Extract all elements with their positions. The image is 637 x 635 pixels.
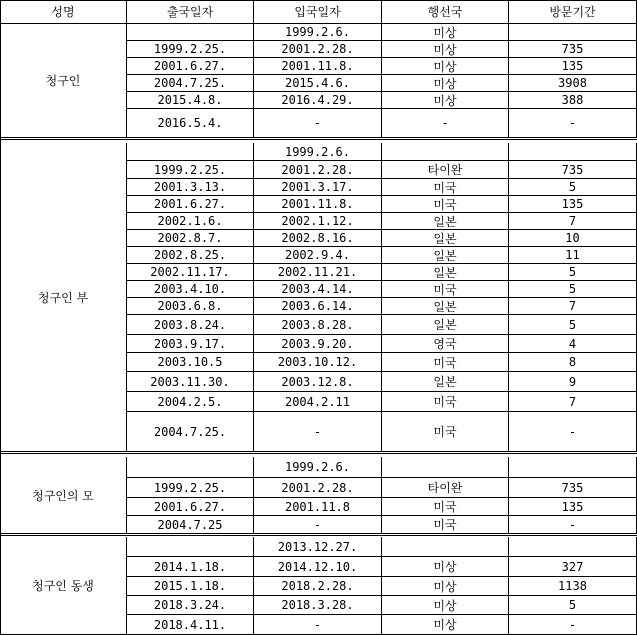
destination-country: 일본 <box>382 247 509 264</box>
destination-country <box>382 537 509 557</box>
arrival-date: 2003.10.12. <box>254 353 382 372</box>
header-name: 성명 <box>0 0 127 24</box>
visit-duration <box>509 24 637 41</box>
departure-date: 2002.11.17. <box>127 264 254 281</box>
visit-duration: 7 <box>509 298 637 315</box>
departure-date: 2016.5.4. <box>127 109 254 138</box>
person-name-cell: 청구인 <box>0 24 127 138</box>
departure-date: 1999.2.25. <box>127 478 254 498</box>
destination-country: 일본 <box>382 372 509 392</box>
departure-date: 2001.3.13. <box>127 179 254 196</box>
departure-date: 1999.2.25. <box>127 161 254 179</box>
arrival-date: 2003.9.20. <box>254 335 382 353</box>
arrival-date: 2003.12.8. <box>254 372 382 392</box>
visit-duration: 5 <box>509 596 637 615</box>
arrival-date: 2014.12.10. <box>254 557 382 577</box>
arrival-date: 1999.2.6. <box>254 24 382 41</box>
arrival-date: 2001.11.8 <box>254 498 382 516</box>
arrival-date: 2015.4.6. <box>254 75 382 92</box>
person-name-cell: 청구인 동생 <box>0 537 127 635</box>
destination-country <box>382 457 509 478</box>
visit-duration: 8 <box>509 353 637 372</box>
destination-country: 영국 <box>382 335 509 353</box>
departure-date: 2004.7.25. <box>127 412 254 452</box>
group-separator <box>0 451 637 454</box>
visit-duration <box>509 537 637 557</box>
destination-country <box>382 143 509 161</box>
departure-date: 2015.1.18. <box>127 577 254 596</box>
destination-country: 미국 <box>382 392 509 412</box>
departure-date: 2018.3.24. <box>127 596 254 615</box>
visit-duration: 327 <box>509 557 637 577</box>
header-arrival: 입국일자 <box>254 0 382 24</box>
visit-duration: 4 <box>509 335 637 353</box>
destination-country: 미상 <box>382 75 509 92</box>
arrival-date: 2002.1.12. <box>254 213 382 230</box>
departure-date: 2003.8.24. <box>127 315 254 335</box>
arrival-date: - <box>254 109 382 138</box>
arrival-date: 2002.8.16. <box>254 230 382 247</box>
header-duration: 방문기간 <box>509 0 637 24</box>
arrival-date: 2018.2.28. <box>254 577 382 596</box>
departure-date: 2015.4.8. <box>127 92 254 109</box>
departure-date: 2003.4.10. <box>127 281 254 298</box>
departure-date: 2002.8.7. <box>127 230 254 247</box>
arrival-date: 2002.9.4. <box>254 247 382 264</box>
visit-duration: 5 <box>509 281 637 298</box>
departure-date: 2003.10.5 <box>127 353 254 372</box>
visit-duration: 735 <box>509 478 637 498</box>
visit-duration: 135 <box>509 58 637 75</box>
departure-date: 2004.7.25 <box>127 516 254 534</box>
arrival-date: 2001.2.28. <box>254 41 382 58</box>
destination-country: 미상 <box>382 615 509 635</box>
visit-duration: 7 <box>509 213 637 230</box>
destination-country: - <box>382 109 509 138</box>
header-destination: 행선국 <box>382 0 509 24</box>
departure-date <box>127 457 254 478</box>
visit-duration: - <box>509 516 637 534</box>
departure-date: 2004.7.25. <box>127 75 254 92</box>
arrival-date: 2004.2.11 <box>254 392 382 412</box>
arrival-date: 2003.6.14. <box>254 298 382 315</box>
arrival-date: 2018.3.28. <box>254 596 382 615</box>
departure-date: 2004.2.5. <box>127 392 254 412</box>
arrival-date: 2001.3.17. <box>254 179 382 196</box>
arrival-date: 1999.2.6. <box>254 457 382 478</box>
destination-country: 미국 <box>382 281 509 298</box>
departure-date: 2003.11.30. <box>127 372 254 392</box>
departure-date: 2001.6.27. <box>127 196 254 213</box>
visit-duration: 5 <box>509 264 637 281</box>
destination-country: 일본 <box>382 213 509 230</box>
destination-country: 미국 <box>382 196 509 213</box>
departure-date: 2001.6.27. <box>127 58 254 75</box>
visit-duration: 7 <box>509 392 637 412</box>
visit-duration <box>509 143 637 161</box>
destination-country: 미상 <box>382 24 509 41</box>
destination-country: 미국 <box>382 353 509 372</box>
visit-duration: 10 <box>509 230 637 247</box>
visit-duration: 1138 <box>509 577 637 596</box>
arrival-date: 2003.4.14. <box>254 281 382 298</box>
departure-date: 2003.9.17. <box>127 335 254 353</box>
destination-country: 일본 <box>382 230 509 247</box>
destination-country: 미상 <box>382 92 509 109</box>
person-name-cell: 청구인 부 <box>0 143 127 452</box>
departure-date: 2001.6.27. <box>127 498 254 516</box>
destination-country: 타이완 <box>382 478 509 498</box>
visit-duration: - <box>509 615 637 635</box>
destination-country: 미상 <box>382 577 509 596</box>
arrival-date: 2016.4.29. <box>254 92 382 109</box>
arrival-date: 2001.2.28. <box>254 161 382 179</box>
visit-duration: 3908 <box>509 75 637 92</box>
destination-country: 미국 <box>382 498 509 516</box>
arrival-date: - <box>254 615 382 635</box>
departure-date: 2003.6.8. <box>127 298 254 315</box>
destination-country: 일본 <box>382 264 509 281</box>
visit-duration: 5 <box>509 315 637 335</box>
departure-date <box>127 537 254 557</box>
destination-country: 미국 <box>382 516 509 534</box>
destination-country: 미상 <box>382 596 509 615</box>
visit-duration: 9 <box>509 372 637 392</box>
destination-country: 미상 <box>382 557 509 577</box>
arrival-date: - <box>254 516 382 534</box>
destination-country: 일본 <box>382 315 509 335</box>
visit-duration: 11 <box>509 247 637 264</box>
visit-duration: 135 <box>509 196 637 213</box>
arrival-date: 2001.11.8. <box>254 196 382 213</box>
person-name-cell: 청구인의 모 <box>0 457 127 534</box>
departure-date: 2002.1.6. <box>127 213 254 230</box>
destination-country: 미국 <box>382 179 509 196</box>
visit-duration: 388 <box>509 92 637 109</box>
arrival-date: 2003.8.28. <box>254 315 382 335</box>
group-separator <box>0 137 637 140</box>
departure-date: 2018.4.11. <box>127 615 254 635</box>
visit-duration: 5 <box>509 179 637 196</box>
visit-duration: - <box>509 412 637 452</box>
departure-date: 2002.8.25. <box>127 247 254 264</box>
group-separator <box>0 533 637 536</box>
visit-duration <box>509 457 637 478</box>
departure-date: 2014.1.18. <box>127 557 254 577</box>
visit-duration: 735 <box>509 161 637 179</box>
departure-date: 1999.2.25. <box>127 41 254 58</box>
destination-country: 미상 <box>382 58 509 75</box>
arrival-date: 1999.2.6. <box>254 143 382 161</box>
destination-country: 미국 <box>382 412 509 452</box>
destination-country: 타이완 <box>382 161 509 179</box>
arrival-date: 2013.12.27. <box>254 537 382 557</box>
visit-duration: - <box>509 109 637 138</box>
visit-duration: 735 <box>509 41 637 58</box>
header-departure: 출국일자 <box>127 0 254 24</box>
arrival-date: - <box>254 412 382 452</box>
departure-date <box>127 143 254 161</box>
arrival-date: 2001.11.8. <box>254 58 382 75</box>
destination-country: 일본 <box>382 298 509 315</box>
arrival-date: 2001.2.28. <box>254 478 382 498</box>
visit-duration: 135 <box>509 498 637 516</box>
arrival-date: 2002.11.21. <box>254 264 382 281</box>
departure-date <box>127 24 254 41</box>
destination-country: 미상 <box>382 41 509 58</box>
